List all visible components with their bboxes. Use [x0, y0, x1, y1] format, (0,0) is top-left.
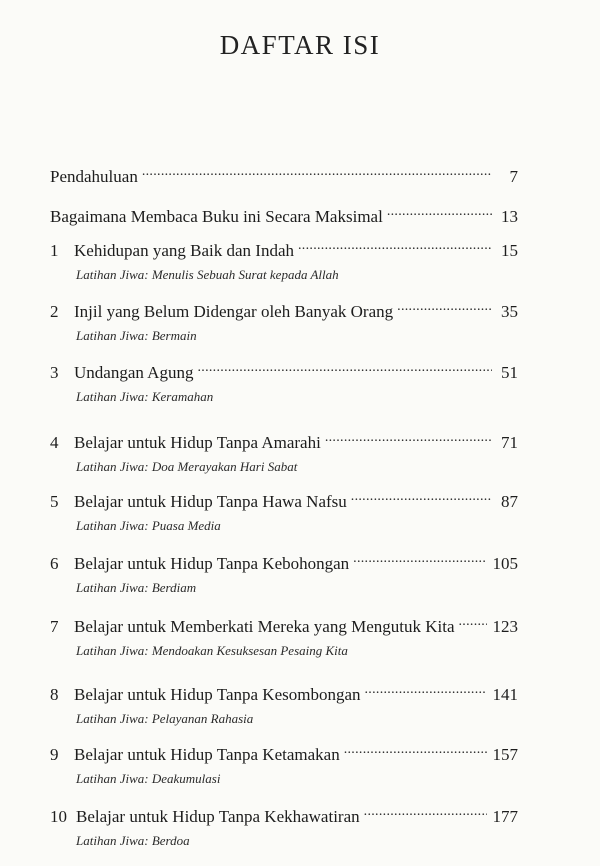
chapter-page-number: 157 — [492, 745, 518, 764]
chapter-page-number: 141 — [492, 685, 518, 704]
chapter-page-number: 35 — [501, 302, 518, 321]
soul-exercise: Latihan Jiwa: Puasa Media — [76, 518, 221, 533]
soul-exercise: Latihan Jiwa: Keramahan — [76, 389, 214, 404]
entry-page-number: 7 — [509, 167, 518, 186]
chapter-number: 2 — [50, 302, 59, 321]
chapter-number: 7 — [50, 617, 59, 636]
soul-exercise: Latihan Jiwa: Menulis Sebuah Surat kepada Allah — [76, 267, 339, 282]
chapter-page-number: 87 — [501, 492, 518, 511]
chapter-title: Belajar untuk Hidup Tanpa Kebohongan — [74, 554, 350, 573]
chapter-number: 3 — [50, 363, 59, 382]
toc-chapter-7 — [50, 612, 518, 659]
chapter-number: 5 — [50, 492, 59, 511]
chapter-title: Injil yang Belum Didengar oleh Banyak Orang — [74, 302, 394, 321]
dot-leader — [387, 202, 492, 222]
soul-exercise: Latihan Jiwa: Doa Merayakan Hari Sabat — [76, 459, 298, 474]
chapter-title: Belajar untuk Hidup Tanpa Kesombongan — [74, 685, 361, 704]
dot-leader — [325, 428, 492, 448]
chapter-page-number: 71 — [501, 433, 518, 452]
dot-leader — [365, 680, 487, 700]
chapter-title: Belajar untuk Hidup Tanpa Amarahi — [74, 433, 321, 452]
dot-leader — [459, 612, 487, 632]
chapter-title: Belajar untuk Memberkati Mereka yang Mengutuk Kita — [74, 617, 455, 636]
dot-leader — [298, 236, 492, 256]
dot-leader — [197, 358, 492, 378]
toc-chapter-9 — [50, 740, 518, 787]
page-title: DAFTAR ISI — [219, 30, 381, 60]
toc-entry-introduction — [50, 162, 518, 187]
toc-chapter-5 — [50, 487, 518, 534]
toc-chapter-2 — [50, 297, 518, 344]
chapter-title: Belajar untuk Hidup Tanpa Ketamakan — [74, 745, 340, 764]
chapter-page-number: 105 — [492, 554, 518, 573]
soul-exercise: Latihan Jiwa: Bermain — [76, 328, 197, 343]
soul-exercise: Latihan Jiwa: Deakumulasi — [76, 771, 221, 786]
toc-chapter-6 — [50, 549, 518, 596]
chapter-title: Kehidupan yang Baik dan Indah — [74, 241, 294, 260]
chapter-title: Undangan Agung — [74, 363, 194, 382]
chapter-number: 4 — [50, 433, 59, 452]
toc-chapter-8 — [50, 680, 518, 727]
chapter-number: 10 — [50, 807, 67, 826]
dot-leader — [397, 297, 492, 317]
entry-title: Bagaimana Membaca Buku ini Secara Maksimal — [50, 207, 383, 226]
chapter-page-number: 123 — [492, 617, 518, 636]
entry-page-number: 13 — [501, 207, 518, 226]
chapter-page-number: 15 — [501, 241, 518, 260]
toc-entry-how-to-read — [50, 202, 518, 227]
soul-exercise: Latihan Jiwa: Berdiam — [76, 580, 197, 595]
chapter-title: Belajar untuk Hidup Tanpa Kekhawatiran — [76, 807, 360, 826]
chapter-page-number: 177 — [492, 807, 518, 826]
toc-chapter-1 — [50, 236, 518, 283]
dot-leader — [351, 487, 492, 507]
soul-exercise: Latihan Jiwa: Berdoa — [76, 833, 190, 848]
soul-exercise: Latihan Jiwa: Pelayanan Rahasia — [76, 711, 254, 726]
toc-chapter-10 — [50, 802, 518, 849]
soul-exercise: Latihan Jiwa: Mendoakan Kesuksesan Pesaing Kita — [76, 643, 348, 658]
chapter-title: Belajar untuk Hidup Tanpa Hawa Nafsu — [74, 492, 347, 511]
chapter-number: 6 — [50, 554, 59, 573]
dot-leader — [353, 549, 486, 569]
chapter-number: 9 — [50, 745, 59, 764]
chapter-number: 1 — [50, 241, 59, 260]
dot-leader — [344, 740, 487, 760]
chapter-page-number: 51 — [501, 363, 518, 382]
dot-leader — [364, 802, 487, 822]
toc-chapter-4 — [50, 428, 518, 475]
toc-chapter-3 — [50, 358, 518, 405]
dot-leader — [142, 162, 492, 182]
chapter-number: 8 — [50, 685, 59, 704]
entry-title: Pendahuluan — [50, 167, 138, 186]
